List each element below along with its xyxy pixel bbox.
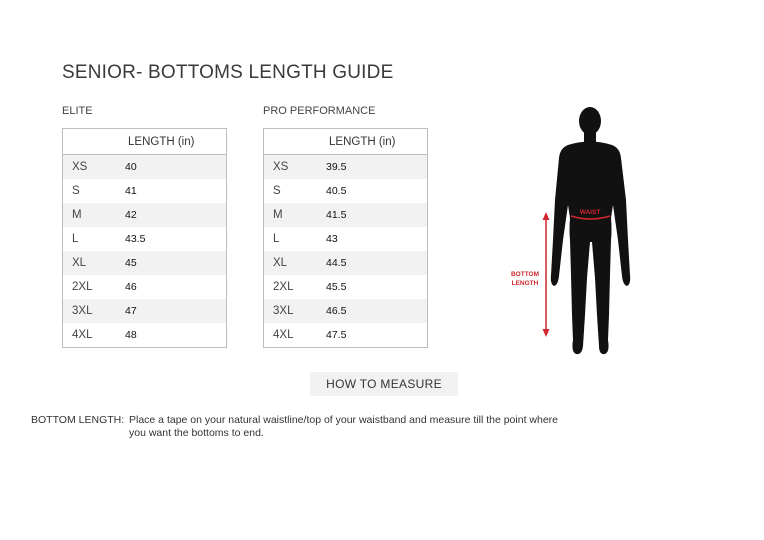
length-cell: 47.5 — [326, 329, 347, 341]
size-cell: XL — [72, 257, 87, 269]
silhouette-svg — [500, 100, 650, 362]
bottom-length-arrow — [543, 212, 550, 337]
bottom-length-label-line2: LENGTH — [511, 280, 539, 287]
bottom-length-instruction-text: Place a tape on your natural waistline/top of your waistband and measure till the point where you want the bottoms to end. — [129, 414, 559, 439]
table-row — [264, 275, 427, 299]
size-cell: 2XL — [72, 281, 93, 293]
size-cell: XL — [273, 257, 288, 269]
table-row — [264, 299, 427, 323]
bottom-length-label-line1: BOTTOM — [510, 271, 540, 278]
length-cell: 40 — [125, 161, 137, 173]
bottom-length-instruction-label: BOTTOM LENGTH: — [31, 414, 125, 426]
length-column-header: LENGTH (in) — [329, 135, 396, 148]
size-cell: 4XL — [72, 329, 93, 341]
table-row — [63, 251, 226, 275]
size-cell: 3XL — [273, 305, 294, 317]
waist-label: WAIST — [579, 209, 601, 216]
length-cell: 43 — [326, 233, 338, 245]
length-column-header: LENGTH (in) — [128, 135, 195, 148]
table-row — [63, 299, 226, 323]
length-cell: 48 — [125, 329, 137, 341]
table-row — [264, 179, 427, 203]
length-cell: 46 — [125, 281, 137, 293]
length-cell: 46.5 — [326, 305, 347, 317]
table-row — [63, 155, 226, 179]
size-cell: M — [72, 209, 82, 221]
size-cell: L — [72, 233, 79, 245]
size-cell: L — [273, 233, 280, 245]
table-row — [264, 155, 427, 179]
table-row — [264, 203, 427, 227]
size-cell: 2XL — [273, 281, 294, 293]
table-row — [63, 203, 226, 227]
length-cell: 42 — [125, 209, 137, 221]
length-cell: 45.5 — [326, 281, 347, 293]
pro-performance-label: PRO PERFORMANCE — [263, 105, 376, 117]
length-cell: 39.5 — [326, 161, 347, 173]
size-cell: 4XL — [273, 329, 294, 341]
length-cell: 44.5 — [326, 257, 347, 269]
length-cell: 47 — [125, 305, 137, 317]
elite-label: ELITE — [62, 105, 93, 117]
table-row — [264, 251, 427, 275]
size-cell: S — [273, 185, 281, 197]
length-cell: 40.5 — [326, 185, 347, 197]
size-cell: 3XL — [72, 305, 93, 317]
length-cell: 41 — [125, 185, 137, 197]
table-header — [264, 129, 427, 155]
table-row — [63, 227, 226, 251]
table-row — [63, 179, 226, 203]
table-row — [264, 227, 427, 251]
silhouette-body — [551, 107, 630, 354]
table-row — [264, 323, 427, 347]
table-row — [63, 275, 226, 299]
elite-size-table — [62, 128, 227, 348]
table-row — [63, 323, 226, 347]
size-cell: XS — [72, 161, 88, 173]
length-cell: 43.5 — [125, 233, 146, 245]
length-cell: 41.5 — [326, 209, 347, 221]
size-cell: S — [72, 185, 80, 197]
how-to-measure-button[interactable]: HOW TO MEASURE — [310, 372, 458, 396]
body-silhouette-figure — [500, 100, 650, 362]
size-cell: M — [273, 209, 283, 221]
pro-performance-size-table — [263, 128, 428, 348]
length-cell: 45 — [125, 257, 137, 269]
table-header — [63, 129, 226, 155]
page-title: SENIOR- BOTTOMS LENGTH GUIDE — [62, 62, 394, 83]
size-cell: XS — [273, 161, 289, 173]
